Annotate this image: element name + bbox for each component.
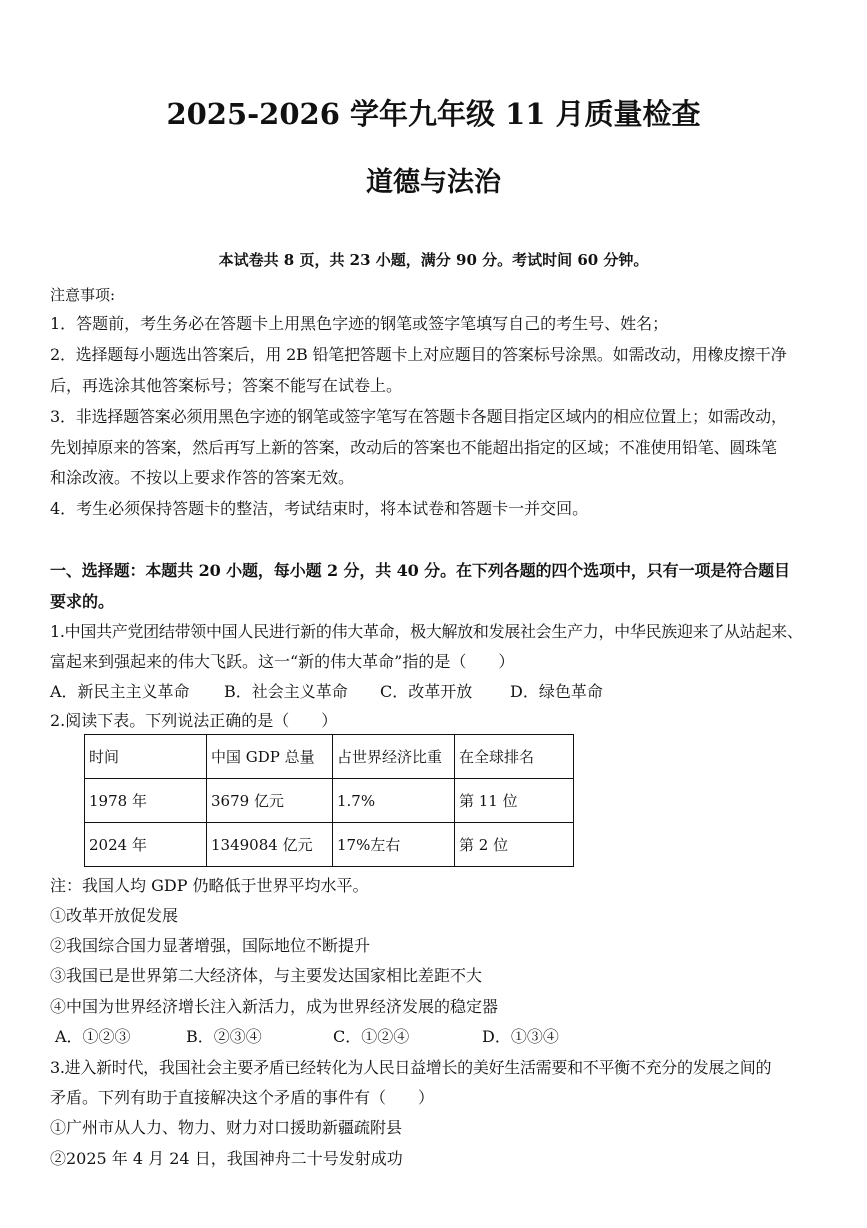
q2-statement-3: ③我国已是世界第二大经济体，与主要发达国家相比差距不大: [50, 966, 483, 985]
table-cell: 1978 年: [85, 779, 207, 823]
notice-line-2: 2．选择题每小题选出答案后，用 2B 铅笔把答题卡上对应题目的答案标号涂黑。如需改动，用橡皮擦干净: [50, 345, 787, 364]
table-cell: 3679 亿元: [207, 779, 333, 823]
q2-statement-2: ②我国综合国力显著增强，国际地位不断提升: [50, 936, 371, 955]
table-header-cell: 在全球排名: [455, 735, 574, 779]
notice-line-4: 3．非选择题答案必须用黑色字迹的钢笔或签字笔写在答题卡各题目指定区域内的相应位置上；如需改动，: [50, 407, 787, 426]
q3-stem-line-1: 3.进入新时代，我国社会主要矛盾已经转化为人民日益增长的美好生活需要和不平衡不充分的发展之间的: [50, 1058, 772, 1077]
table-row: [85, 823, 574, 867]
table-header-row: [85, 735, 574, 779]
q1-option-a: A．新民主主义革命: [50, 682, 190, 701]
section-1-heading: 一、选择题：本题共 20 小题，每小题 2 分，共 40 分。在下列各题的四个选项中，只有一项是符合题目: [50, 561, 790, 580]
q1-stem-line-1: 1.中国共产党团结带领中国人民进行新的伟大革命，极大解放和发展社会生产力，中华民族迎来了从站起来、: [50, 622, 803, 641]
exam-info: 本试卷共 8 页，共 23 小题，满分 90 分。考试时间 60 分钟。: [218, 251, 649, 269]
table-cell: 17%左右: [333, 823, 455, 867]
q2-option-b: B．②③④: [186, 1027, 262, 1046]
table-cell: 2024 年: [85, 823, 207, 867]
table-header-cell: 时间: [85, 735, 207, 779]
q1-option-b: B．社会主义革命: [224, 682, 348, 701]
table-cell: 1.7%: [333, 779, 455, 823]
notice-line-1: 1．答题前，考生务必在答题卡上用黑色字迹的钢笔或签字笔填写自己的考生号、姓名；: [50, 314, 669, 333]
exam-title: 2025-2026 学年九年级 11 月质量检查: [166, 97, 701, 131]
notice-line-7: 4．考生必须保持答题卡的整洁，考试结束时，将本试卷和答题卡一并交回。: [50, 499, 589, 518]
q2-option-c: C．①②④: [333, 1027, 410, 1046]
q2-stem: 2.阅读下表。下列说法正确的是（ ）: [50, 711, 338, 730]
table-cell: 第 2 位: [455, 823, 574, 867]
table-header-cell: 中国 GDP 总量: [207, 735, 333, 779]
q2-option-d: D．①③④: [482, 1027, 559, 1046]
table-row: [85, 779, 574, 823]
q1-option-c: C．改革开放: [380, 682, 473, 701]
notice-heading: 注意事项:: [50, 286, 116, 304]
q1-stem-line-2: 富起来到强起来的伟大飞跃。这一“新的伟大革命”指的是（ ）: [50, 652, 515, 671]
table-cell: 第 11 位: [455, 779, 574, 823]
q3-stem-line-2: 矛盾。下列有助于直接解决这个矛盾的事件有（ ）: [50, 1088, 435, 1107]
q1-option-d: D．绿色革命: [510, 682, 603, 701]
notice-line-6: 和涂改液。不按以上要求作答的答案无效。: [50, 468, 355, 487]
table-cell: 1349084 亿元: [207, 823, 333, 867]
q2-statement-1: ①改革开放促发展: [50, 906, 179, 925]
q2-option-a: A．①②③: [55, 1027, 131, 1046]
notice-line-5: 先划掉原来的答案，然后再写上新的答案，改动后的答案也不能超出指定的区域；不准使用铅笔、圆珠笔: [50, 438, 777, 457]
q3-statement-2: ②2025 年 4 月 24 日，我国神舟二十号发射成功: [50, 1149, 403, 1168]
gdp-table: [84, 734, 574, 867]
q3-statement-1: ①广州市从人力、物力、财力对口援助新疆疏附县: [50, 1118, 403, 1137]
q2-note: 注：我国人均 GDP 仍略低于世界平均水平。: [50, 876, 369, 895]
q2-statement-4: ④中国为世界经济增长注入新活力，成为世界经济发展的稳定器: [50, 997, 499, 1016]
notice-line-3: 后，再选涂其他答案标号；答案不能写在试卷上。: [50, 376, 403, 395]
subject-title: 道德与法治: [366, 167, 501, 198]
table-header-cell: 占世界经济比重: [333, 735, 455, 779]
section-1-heading-cont: 要求的。: [50, 592, 115, 611]
